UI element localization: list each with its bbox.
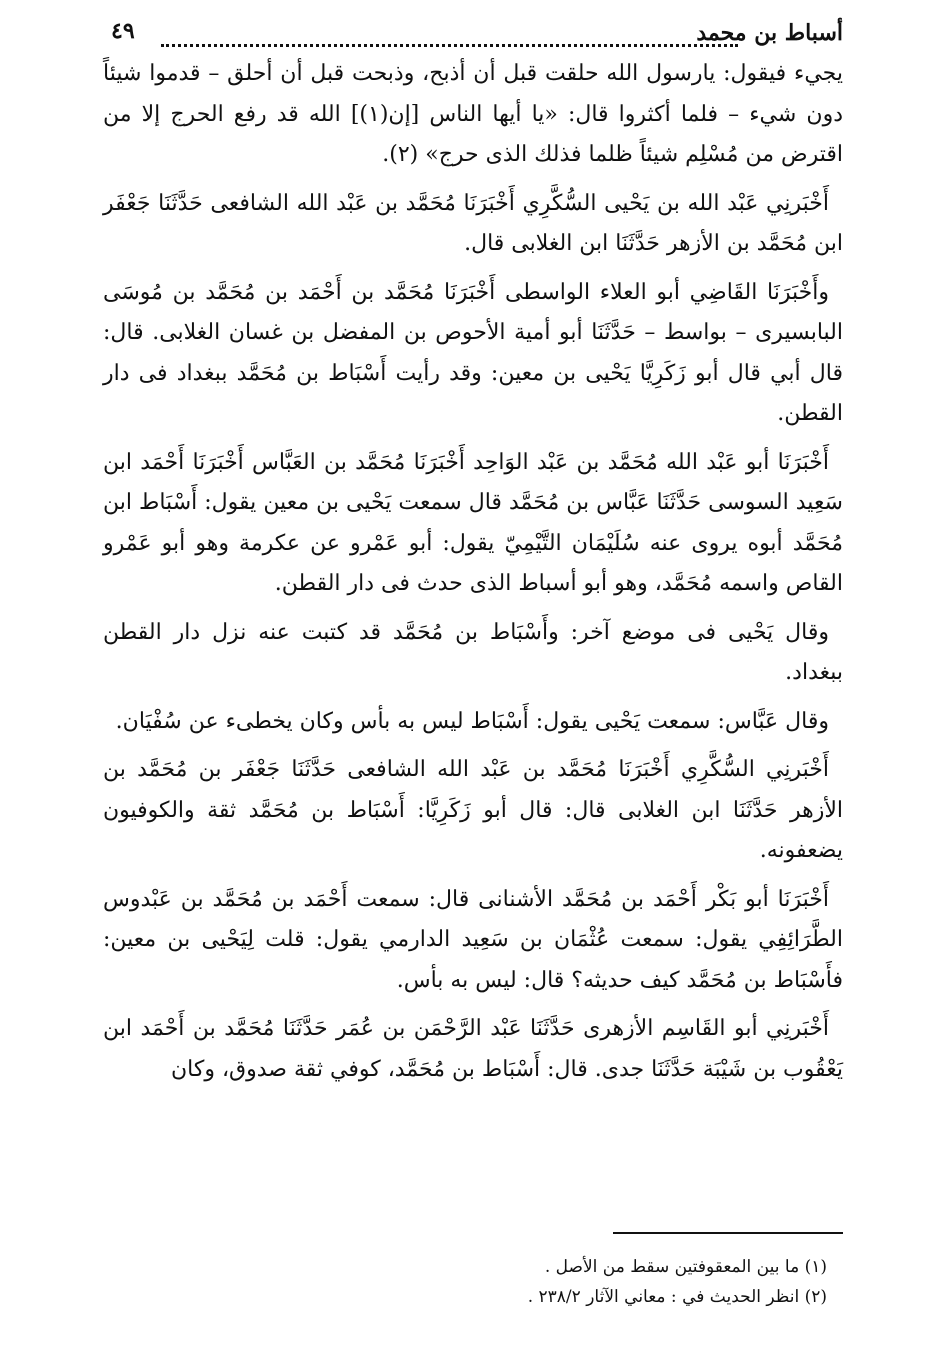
paragraph: وأَخْبَرَنَا القَاضِي أبو العلاء الواسطى أَخْبَرَنَا مُحَمَّد بن أَحْمَد بن مُحَمَّد بن مُوسَى البابسيرى – بواسط – حَدَّثَنَا أبو أمية الأحوص بن المفضل بن غسان الغلابى. قال: قال أبي قال أبو زَكَرِيَّا يَحْيى بن معين: وقد رأيت أَسْبَاط بن مُحَمَّد ببغداد فى دار القطن.	[103, 279, 843, 426]
paragraph: أَخْبَرنِي السُّكَّرِي أَخْبَرَنَا مُحَمَّد بن عَبْد الله الشافعى حَدَّثَنَا جَعْفَر بن مُحَمَّد بن الأزهر حَدَّثَنَا ابن الغلابى قال: قال أبو زَكَرِيَّا: أَسْبَاط بن مُحَمَّد ثقة والكوفيون يضعفونه.	[103, 757, 843, 863]
running-title: أسباط بن محمد	[696, 20, 843, 46]
footnotes	[103, 1252, 843, 1312]
footnote: (٢) انظر الحديث في : معاني الآثار ٢٣٨/٢ .	[527, 1287, 827, 1307]
running-header	[103, 14, 843, 54]
paragraph: وقال يَحْيى فى موضع آخر: وأَسْبَاط بن مُحَمَّد قد كتبت عنه نزل دار القطن ببغداد.	[103, 619, 843, 685]
footnote: (١) ما بين المعقوفتين سقط من الأصل .	[544, 1257, 827, 1277]
main-text	[103, 54, 843, 1090]
page-number: ٤٩	[111, 18, 135, 44]
footnote-separator	[613, 1232, 843, 1234]
paragraph: أَخْبَرنِي أبو القَاسِم الأزهرى حَدَّثَنَا عَبْد الرَّحْمَن بن عُمَر حَدَّثَنَا مُحَمَّد بن أَحْمَد ابن يَعْقُوب بن شَيْبَة حَدَّثَنَا جدى. قال: أَسْبَاط بن مُحَمَّد، كوفي ثقة صدوق، وكان	[103, 1016, 843, 1082]
paragraph: أَخْبَرنِي عَبْد الله بن يَحْيى السُّكَّرِي أَخْبَرَنَا مُحَمَّد بن عَبْد الله الشافعى حَدَّثَنَا جَعْفَر ابن مُحَمَّد بن الأزهر حَدَّثَنَا ابن الغلابى قال.	[103, 190, 843, 256]
paragraph: وقال عَبَّاس: سمعت يَحْيى يقول: أَسْبَاط ليس به بأس وكان يخطىء عن سُفْيَان.	[115, 708, 829, 734]
paragraph: أَخْبَرَنَا أبو بَكْر أَحْمَد بن مُحَمَّد الأشنانى قال: سمعت أَحْمَد بن مُحَمَّد بن عَبْدوس الطَّرَائِفِي يقول: سمعت عُثْمَان بن سَعِيد الدارمي يقول: قلت لِيَحْيى بن معين: فأَسْبَاط بن مُحَمَّد كيف حديثه؟ قال: ليس به بأس.	[103, 886, 843, 993]
paragraph: أَخْبَرَنَا أبو عَبْد الله مُحَمَّد بن عَبْد الوَاحِد أَخْبَرَنَا مُحَمَّد بن العَبَّاس أَخْبَرَنَا أَحْمَد ابن سَعِيد السوسى حَدَّثَنَا عَبَّاس بن مُحَمَّد قال سمعت يَحْيى بن معين يقول: أَسْبَاط ابن مُحَمَّد أبوه يروى عنه سُلَيْمَان التَّيْمِيّ يقول: أبو عَمْرو عن عكرمة وهو أبو عَمْرو القاص واسمه مُحَمَّد، وهو أبو أسباط الذى حدث فى دار القطن.	[103, 449, 843, 596]
book-page	[103, 14, 843, 1354]
leader-dots	[161, 44, 738, 47]
paragraph: يجيء فيقول: يارسول الله حلقت قبل أن أذبح، وذبحت قبل أن أحلق – قدموا شيئاً دون شيء – فلما أكثروا قال: «يا أيها الناس [إن(١)] الله قد رفع الحرج إلا من اقترض من مُسْلِم شيئاً ظلما فذلك الذى حرج» (٢).	[103, 61, 843, 167]
